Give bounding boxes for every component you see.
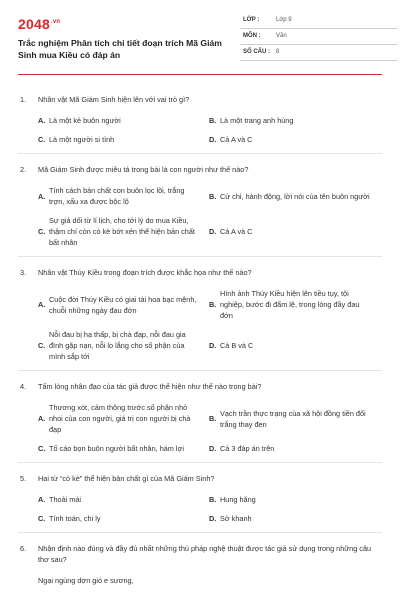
answer-option[interactable]: [38, 294, 209, 316]
question-prompt: Nhân vật Mã Giám Sinh hiện lên với vai trò gì?: [38, 95, 190, 104]
option-letter: A.: [38, 116, 46, 125]
option-letter: D.: [209, 227, 217, 236]
question-text: [18, 164, 382, 175]
option-text: Cả 3 đáp án trên: [220, 444, 275, 453]
option-letter: A.: [38, 414, 46, 423]
question-number: 5.: [20, 474, 27, 483]
option-row: [38, 134, 382, 145]
option-text: Cử chỉ, hành động, lời nói của tên buôn người: [220, 191, 370, 201]
option-letter: C.: [38, 135, 46, 144]
option-row: [38, 115, 382, 126]
answer-option[interactable]: [38, 134, 209, 145]
option-letter: A.: [38, 300, 46, 309]
answer-option[interactable]: [38, 215, 209, 248]
option-letter: A.: [38, 191, 46, 201]
question-divider: [18, 532, 382, 533]
question-text: [18, 543, 382, 565]
question-4: [18, 381, 382, 454]
option-letter: D.: [209, 514, 217, 523]
option-text: Cuộc đời Thúy Kiều có giai tài hoa bạc mệnh, chuỗi những ngày đau đớn: [49, 294, 197, 315]
answer-option[interactable]: [38, 494, 209, 505]
header-divider: [18, 74, 382, 75]
page-title: Trắc nghiệm Phân tích chi tiết đoạn trích Mã Giám Sinh mua Kiều có đáp án: [18, 38, 222, 60]
answer-option[interactable]: [209, 288, 380, 321]
option-letter: C.: [38, 341, 46, 350]
question-number: 3.: [20, 268, 27, 277]
option-row: [38, 185, 382, 207]
option-row: [38, 288, 382, 321]
option-text: Sở khanh: [220, 514, 252, 523]
option-row: [38, 329, 382, 362]
question-number: 6.: [20, 544, 27, 553]
option-text: Là một người si tình: [49, 135, 115, 144]
answer-option[interactable]: [209, 513, 380, 524]
answer-option[interactable]: [209, 494, 380, 505]
option-row: [38, 443, 382, 454]
answer-option[interactable]: [38, 115, 209, 126]
option-letter: C.: [38, 514, 46, 523]
question-3: [18, 267, 382, 362]
option-letter: B.: [209, 414, 217, 423]
question-2: [18, 164, 382, 248]
option-letter: B.: [209, 191, 217, 201]
option-letter: B.: [209, 116, 217, 125]
answer-option[interactable]: [209, 226, 380, 237]
meta-row-class: LỚP : Lớp 9: [240, 14, 398, 29]
question-list: [18, 94, 382, 586]
question-text: [18, 267, 382, 278]
quoted-verse: Ngại ngùng dợn gió e sương,: [38, 576, 134, 585]
option-row: [38, 494, 382, 505]
option-text: Cả A và C: [220, 227, 253, 236]
question-divider: [18, 256, 382, 257]
question-prompt: Tấm lòng nhân đạo của tác giả được thể hiện như thế nào trong bài?: [38, 382, 262, 391]
option-letter: D.: [209, 341, 217, 350]
site-logo[interactable]: $2048^{.vn}$: [18, 16, 61, 32]
option-text: Là một trang anh hùng: [220, 116, 294, 125]
question-prompt: Mã Giám Sinh được miêu tả trong bài là con người như thế nào?: [38, 165, 249, 174]
meta-box: [240, 14, 398, 62]
answer-option[interactable]: [38, 329, 209, 362]
question-text: [18, 381, 382, 392]
answer-option[interactable]: [38, 185, 209, 207]
option-letter: B.: [209, 495, 217, 504]
question-6: [18, 543, 382, 586]
option-text: Hung hăng: [220, 495, 256, 504]
answer-options: [18, 115, 382, 145]
answer-option[interactable]: [38, 443, 209, 454]
question-prompt: Hai từ “cò kè” thể hiện bản chất gì của Mã Giám Sinh?: [38, 474, 215, 483]
answer-option[interactable]: [209, 340, 380, 351]
option-text: Tính toán, chi ly: [49, 514, 101, 523]
question-5: [18, 473, 382, 524]
option-text: Hình ảnh Thúy Kiều hiện lên tiều tụy, tội nghiệp, bước đi đẩm lệ, trong lòng đầy đau đớn: [220, 289, 360, 320]
option-text: Vạch trần thực trạng của xã hội đồng tiền đổi trắng thay đen: [220, 408, 366, 429]
meta-row-subject: MÔN : Văn: [240, 30, 398, 45]
option-text: Tố cáo bọn buôn người bất nhân, hám lợi: [49, 444, 184, 453]
answer-option[interactable]: [38, 513, 209, 524]
answer-options: [18, 288, 382, 362]
meta-row-count: SỐ CÂU : 8: [240, 46, 398, 61]
answer-option[interactable]: [209, 134, 380, 145]
answer-option[interactable]: [209, 443, 380, 454]
option-text: Thương xót, cảm thông trước số phận nhỏ nhoi của con người, giá trị con người bị chà đạp: [49, 403, 191, 434]
question-1: [18, 94, 382, 145]
option-letter: C.: [38, 227, 46, 236]
question-text: [18, 473, 382, 484]
question-divider: [18, 153, 382, 154]
option-text: Tính cách bản chất con buôn lọc lõi, trắng trợn, xấu xa được bộc lộ: [49, 186, 185, 206]
option-letter: B.: [209, 300, 217, 309]
header: [18, 14, 382, 76]
option-text: Cả B và C: [220, 341, 254, 350]
answer-option[interactable]: [209, 115, 380, 126]
option-letter: D.: [209, 444, 217, 453]
question-divider: [18, 462, 382, 463]
option-row: [38, 513, 382, 524]
option-letter: D.: [209, 135, 217, 144]
question-prompt: Nhân vật Thúy Kiều trong đoạn trích được khắc họa như thế nào?: [38, 268, 252, 277]
question-text: [18, 94, 382, 105]
question-divider: [18, 370, 382, 371]
option-text: Là một kẻ buôn người: [49, 116, 121, 125]
option-letter: A.: [38, 495, 46, 504]
answer-option[interactable]: [38, 402, 209, 435]
question-prompt: Nhận định nào đúng và đầy đủ nhất những thủ pháp nghệ thuật được tác giả sử dụng trong những câu thơ sau?: [38, 544, 372, 564]
answer-option[interactable]: [209, 191, 380, 202]
option-letter: C.: [38, 444, 46, 453]
answer-options: [18, 185, 382, 248]
option-text: Sự giả dối từ lí lịch, cho tới lý do mua Kiều, thậm chí còn cò kè bớt xén thể hiện bản chất bất nhân: [49, 216, 195, 247]
question-number: 4.: [20, 382, 27, 391]
question-number: 2.: [20, 165, 27, 174]
option-row: [38, 215, 382, 248]
option-text: Cả A và C: [220, 135, 253, 144]
option-text: Nỗi đau bị hạ thấp, bị chà đạp, nỗi đau gia đình gặp nạn, nỗi lo lắng cho số phận của mình sắp tới: [49, 330, 186, 361]
answer-options: [18, 494, 382, 524]
option-row: [38, 402, 382, 435]
answer-option[interactable]: [209, 408, 380, 430]
answer-options: [18, 402, 382, 454]
option-text: Thoải mái: [49, 495, 82, 504]
question-number: 1.: [20, 95, 27, 104]
